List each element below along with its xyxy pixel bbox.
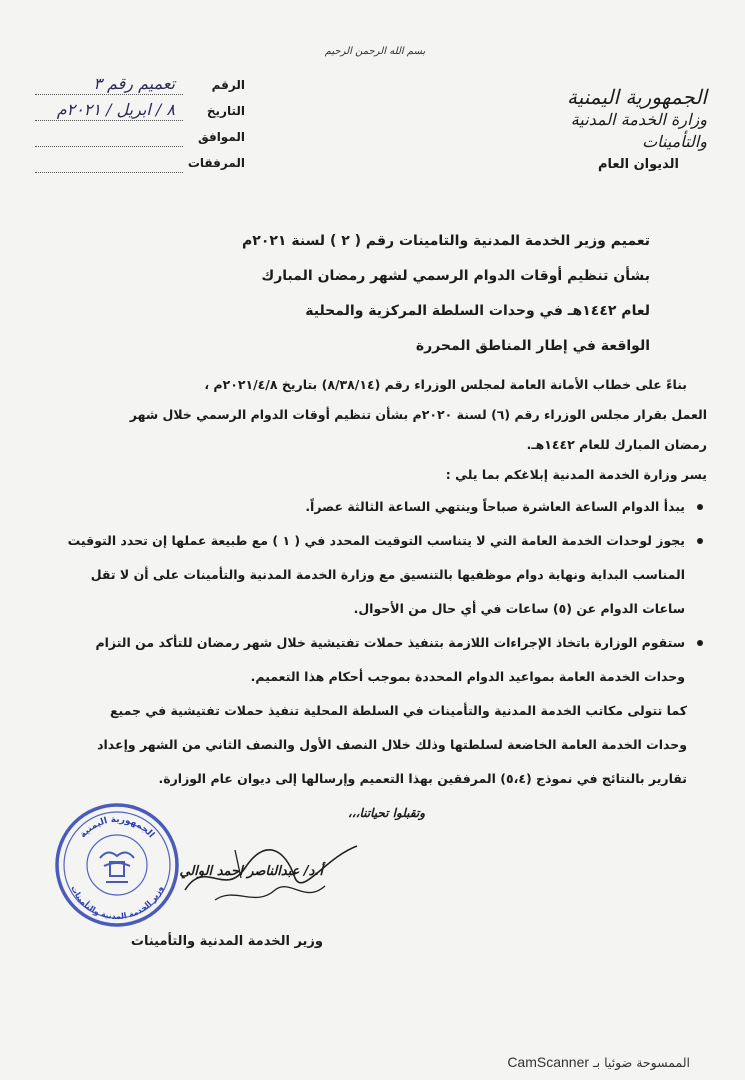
closing-greeting: وتقبلوا تحياتنا،،، <box>347 806 425 820</box>
scanner-caption: الممسوحة ضوئيا بـ <box>593 1055 690 1070</box>
ministry-name: وزارة الخدمة المدنية والتأمينات <box>570 110 707 151</box>
reference-block <box>35 74 245 178</box>
ref-line <box>35 94 183 95</box>
list-item: ستقوم الوزارة باتخاذ الإجراءات اللازمة بتنفيذ حملات تفتيشية خلال شهر رمضان للتأكد من التزام وحدات الخدمة العامة بمواعيد الدوام المحددة بموجب أحكام هذا التعميم. <box>67 626 707 694</box>
body-paragraph-5: كما تتولى مكاتب الخدمة المدنية والتأمينات في السلطة المحلية تنفيذ حملات تفتيشية في جميع وحدات الخدمة العامة الخاضعة لسلطتها وذلك خلال النصف الأول والنصف الثاني من الشهر وإعداد تقارير بالنتائج في نموذج (٥،٤) المرفقين بهذا التعميم وإرسالها إلى ديوان عام الوزارة. <box>97 703 687 786</box>
scanner-app-name: CamScanner <box>507 1054 590 1070</box>
corresponding-row <box>35 126 245 152</box>
svg-text:الجمهورية اليمنية <box>78 815 156 840</box>
date-line <box>35 120 183 121</box>
letterhead <box>532 85 707 177</box>
circular-body <box>67 370 707 796</box>
title-line-3: لعام ١٤٤٢هـ في وحدات السلطة المركزية والمحلية <box>305 303 650 319</box>
attachments-row <box>35 152 245 178</box>
body-paragraph-4: يسر وزارة الخدمة المدنية إبلاغكم بما يلي : <box>445 467 707 482</box>
stamp-top-text: الجمهورية اليمنية <box>78 814 156 841</box>
title-line-1: تعميم وزير الخدمة المدنية والتامينات رقم ( ٢ ) لسنة ٢٠٢١م <box>242 233 650 249</box>
basmala: بسم الله الرحمن الرحيم <box>324 46 426 57</box>
ref-value: تعميم رقم ٣ <box>93 74 175 93</box>
date-row <box>35 100 245 126</box>
list-item: يبدأ الدوام الساعة العاشرة صباحاً وينتهي الساعة الثالثة عصراً. <box>67 490 707 524</box>
attachments-line <box>35 172 183 173</box>
ref-row <box>35 74 245 100</box>
stamp-bottom-text: وزير الخدمة المدنية والتأمينات <box>69 884 165 922</box>
body-paragraph-2: العمل بقرار مجلس الوزراء رقم (٦) لسنة ٢٠٢٠م بشأن تنظيم أوقات الدوام الرسمي خلال شهر <box>129 407 707 422</box>
signatory-name: أ.د/ عبدالناصر احمد الوالي <box>179 864 323 879</box>
date-label: التاريخ <box>206 104 245 118</box>
corresponding-line <box>35 146 183 147</box>
signature-block <box>103 858 323 956</box>
ref-label: الرقم <box>211 78 245 92</box>
corresponding-label: الموافق <box>198 130 245 144</box>
body-paragraph-1: بناءً على خطاب الأمانة العامة لمجلس الوزراء رقم (٨/٣٨/١٤) بتاريخ ٢٠٢١/٤/٨م ، <box>204 377 687 392</box>
signatory-role: وزير الخدمة المدنية والتأمينات <box>130 934 323 949</box>
list-item: يجوز لوحدات الخدمة العامة التي لا يتناسب التوقيت المحدد في ( ١ ) مع طبيعة عملها إن تحدد التوقيت المناسب البداية ونهاية دوام موظفيها بالتنسيق مع وزارة الخدمة المدنية والتأمينات على أن لا تقل ساعات الدوام عن (٥) ساعات في أي حال من الأحوال. <box>67 524 707 626</box>
title-line-4: الواقعة في إطار المناطق المحررة <box>415 338 650 354</box>
country-name: الجمهورية اليمنية <box>566 85 707 109</box>
title-line-2: بشأن تنظيم أوقات الدوام الرسمي لشهر رمضان المبارك <box>261 268 650 284</box>
attachments-label: المرفقات <box>187 156 245 170</box>
instructions-list <box>67 490 707 694</box>
scanner-watermark <box>507 1054 690 1070</box>
office-name: الديوان العام <box>597 157 679 172</box>
circular-title <box>90 224 650 364</box>
body-paragraph-3: رمضان المبارك للعام ١٤٤٢هـ. <box>526 437 707 452</box>
date-value: ٨ / ابريل / ٢٠٢١م <box>56 100 175 119</box>
